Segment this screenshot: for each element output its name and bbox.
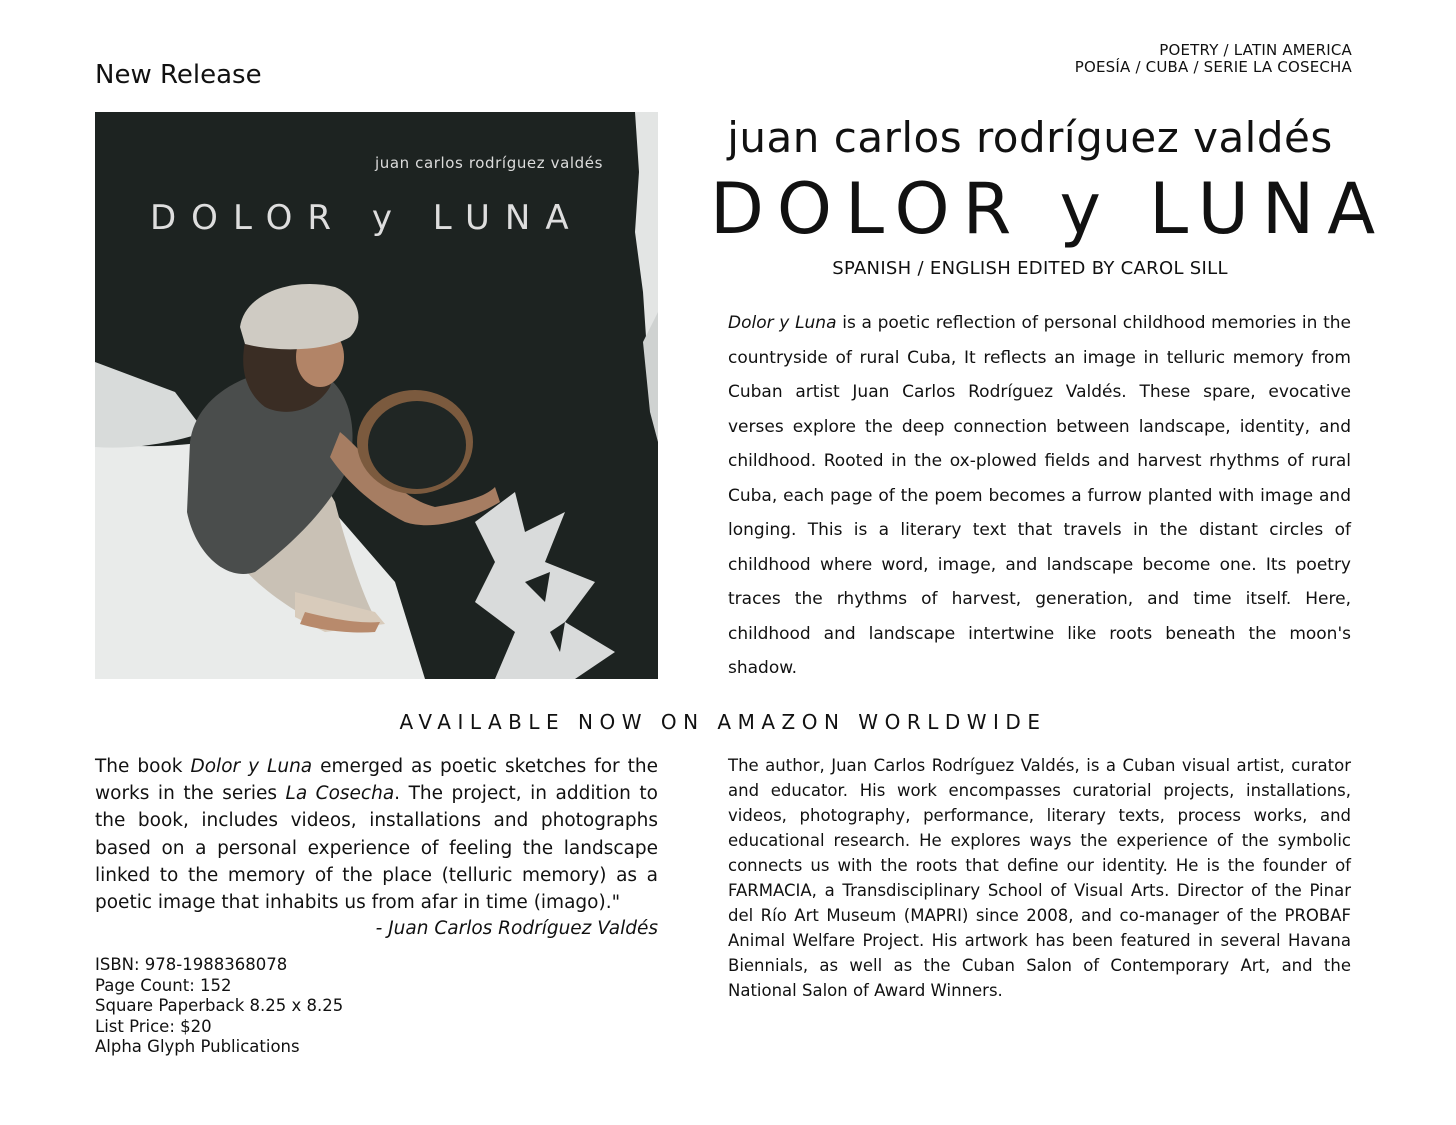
book-specs [95, 955, 343, 1058]
quote-attribution: - Juan Carlos Rodríguez Valdés [375, 918, 658, 939]
quote-italic-2: La Cosecha [285, 783, 395, 805]
category-labels [1075, 42, 1352, 76]
author-heading: juan carlos rodríguez valdés [727, 113, 1333, 162]
quote-part-1: The book [95, 756, 191, 777]
spec-publisher: Alpha Glyph Publications [95, 1037, 300, 1056]
description-text: is a poetic reflection of personal childhood memories in the countryside of rural Cuba, It reflects an image in telluric memory from Cuban artist Juan Carlos Rodríguez Valdés. These spare, evocative verses explore the deep connection between landscape, identity, and childhood. Rooted in the ox-plowed fields and harvest rhythms of rural Cuba, each page of the poem becomes a furrow planted with image and longing. This is a literary text that travels in the distant circles of childhood where word, image, and landscape become one. Its poetry traces the rhythms of harvest, generation, and time itself. Here, childhood and landscape intertwine like roots beneath the moon's shadow. [728, 313, 1351, 678]
spec-page-count: Page Count: 152 [95, 975, 232, 995]
book-title-heading: DOLOR y LUNA [710, 168, 1389, 250]
quote-italic-1: Dolor y Luna [190, 756, 313, 777]
category-line-1: POETRY / LATIN AMERICA [1159, 41, 1352, 59]
cover-title-text: DOLOR y LUNA [150, 198, 584, 238]
availability-banner: AVAILABLE NOW ON AMAZON WORLDWIDE [399, 710, 1047, 734]
description-title-italic: Dolor y Luna [728, 313, 837, 333]
author-quote [95, 753, 658, 916]
new-release-label: New Release [95, 60, 262, 90]
cover-author-text: juan carlos rodríguez valdés [374, 154, 603, 172]
book-cover-image [95, 112, 658, 679]
spec-format: Square Paperback 8.25 x 8.25 [95, 996, 344, 1015]
quote-part-3: . The project, in addition to the book, includes videos, installations and photographs based on a personal experience of feeling the landscape linked to the memory of the place (telluric memory) as a poetic image that inhabits us from afar in time (imago)." [95, 783, 658, 914]
category-line-2: POESÍA / CUBA / SERIE LA COSECHA [1074, 58, 1352, 76]
quote-part-2: emerged as poetic sketches for the works in the series [95, 756, 659, 805]
spec-price: List Price: $20 [95, 1016, 212, 1036]
edition-info: SPANISH / ENGLISH EDITED BY CAROL SILL [832, 258, 1228, 279]
book-description [728, 306, 1351, 686]
author-bio: The author, Juan Carlos Rodríguez Valdés, is a Cuban visual artist, curator and educator. His work encompasses curatorial projects, installations, videos, photography, performance, literary texts, process works, and educational research. He explores ways the experience of the symbolic connects us with the roots that define our identity. He is the founder of FARMACIA, a Transdisciplinary School of Visual Arts. Director of the Pinar del Río Art Museum (MAPRI) since 2008, and co-manager of the PROBAF Animal Welfare Project. His artwork has been featured in several Havana Biennials, as well as the Cuban Salon of Contemporary Art, and the National Salon of Award Winners. [728, 756, 1351, 1000]
spec-isbn: ISBN: 978-1988368078 [95, 955, 288, 974]
